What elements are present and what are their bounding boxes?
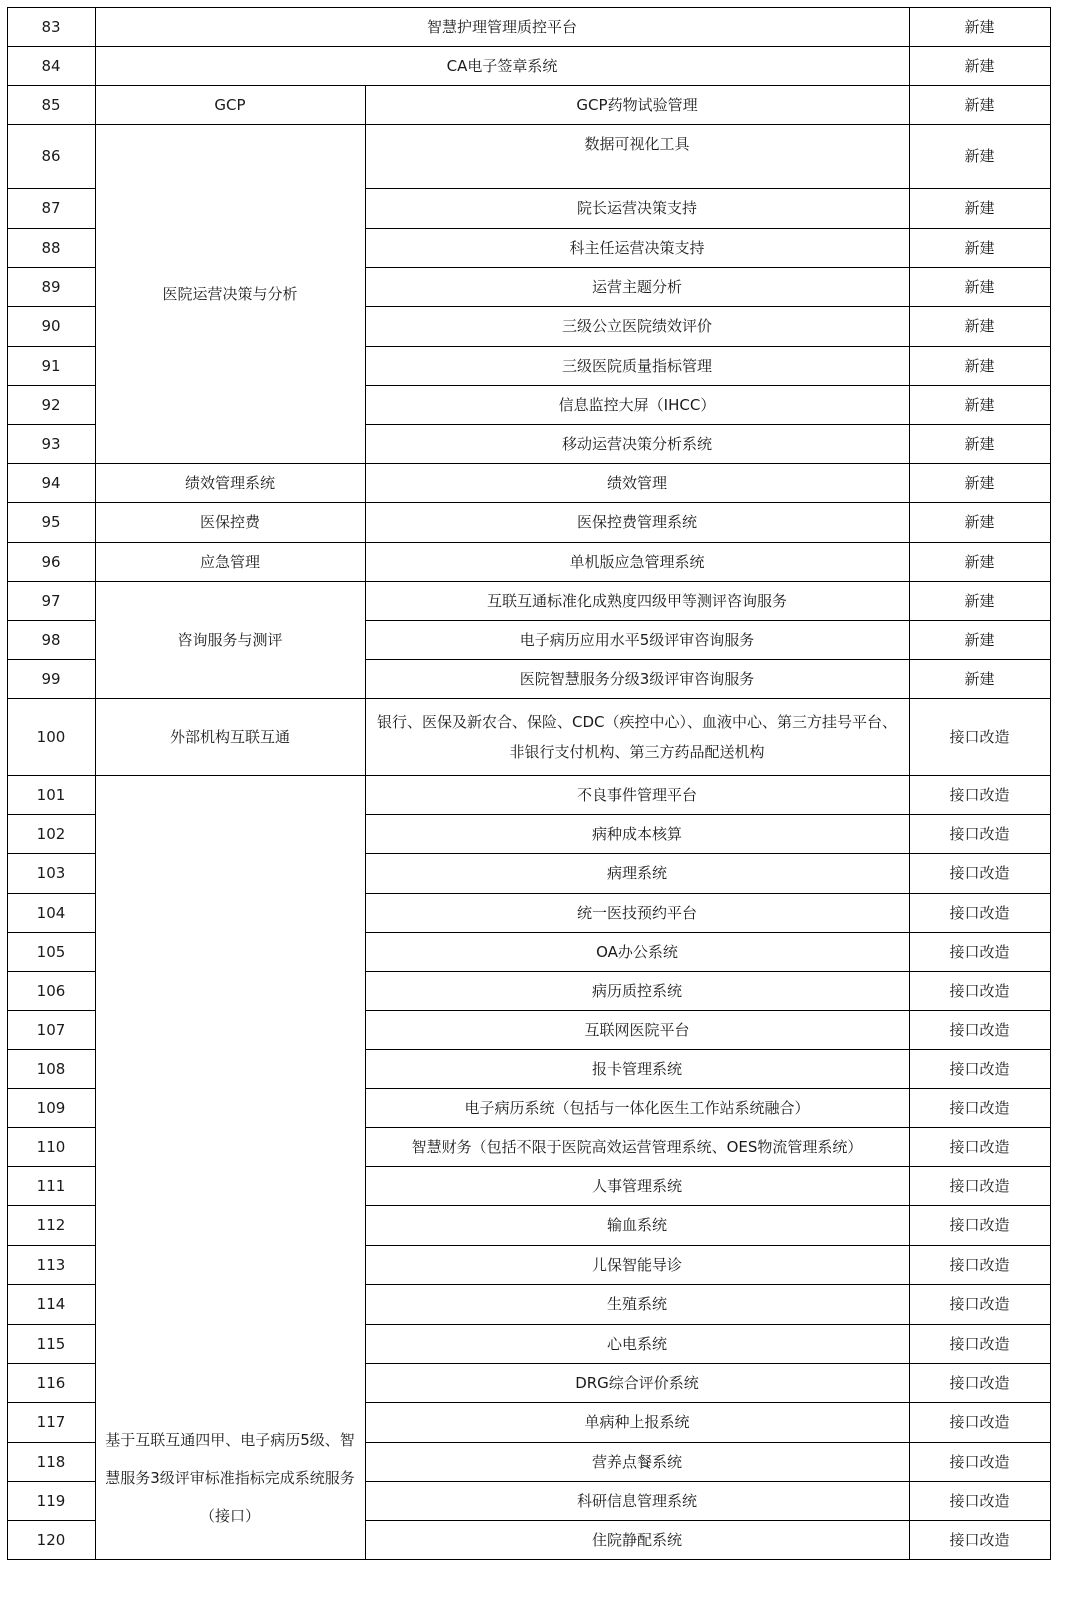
- row-number: 100: [36, 727, 66, 746]
- row-type: 新建: [964, 630, 995, 649]
- row-rule: [365, 1442, 1050, 1443]
- system-name: 心电系统: [606, 1334, 667, 1353]
- row-rule: [365, 1127, 1050, 1128]
- row-type: 新建: [964, 317, 995, 335]
- system-name: 报卡管理系统: [591, 1059, 682, 1078]
- row-number: 102: [36, 824, 66, 843]
- row-rule: [7, 124, 1050, 125]
- row-rule: [365, 659, 1050, 660]
- system-name: OA办公系统: [596, 942, 678, 961]
- row-rule: [7, 1481, 95, 1482]
- row-rule: [365, 814, 1050, 815]
- row-rule: [365, 424, 1050, 425]
- row-type: 接口改造: [949, 1255, 1010, 1274]
- row-number: 110: [36, 1137, 66, 1156]
- system-name: DRG综合评价系统: [575, 1373, 699, 1392]
- row-number: 99: [41, 669, 61, 688]
- system-name: 人事管理系统: [591, 1176, 682, 1195]
- row-number: 113: [36, 1255, 66, 1274]
- system-name: 智慧财务（包括不限于医院高效运营管理系统、OES物流管理系统）: [411, 1137, 863, 1156]
- row-number: 91: [41, 356, 61, 375]
- system-name: 儿保智能导诊: [591, 1255, 682, 1274]
- row-number: 89: [41, 277, 61, 296]
- row-rule: [7, 424, 95, 425]
- system-name: 智慧护理管理质控平台: [426, 17, 577, 36]
- row-rule: [7, 1205, 95, 1206]
- row-number: 103: [36, 864, 66, 882]
- row-rule: [7, 1442, 95, 1443]
- row-rule: [365, 385, 1050, 386]
- system-name: 电子病历应用水平5级评审咨询服务: [519, 630, 755, 649]
- row-type: 接口改造: [949, 1176, 1010, 1195]
- row-rule: [7, 463, 1050, 464]
- row-type: 接口改造: [949, 1216, 1010, 1234]
- row-number: 109: [36, 1098, 66, 1117]
- row-rule: [365, 1520, 1050, 1521]
- row-rule: [7, 85, 1050, 86]
- row-rule: [7, 542, 1050, 543]
- category-label: GCP: [214, 95, 246, 114]
- row-rule: [365, 188, 1050, 189]
- system-name: 住院静配系统: [591, 1530, 682, 1549]
- system-name: 不良事件管理平台: [576, 785, 697, 804]
- row-type: 接口改造: [949, 864, 1010, 882]
- row-type: 新建: [964, 147, 995, 165]
- row-rule: [365, 306, 1050, 307]
- row-number: 118: [36, 1452, 66, 1471]
- row-number: 105: [36, 942, 66, 961]
- row-number: 94: [41, 473, 61, 492]
- system-name: 运营主题分析: [591, 277, 682, 296]
- column-rule: [365, 85, 366, 1560]
- system-name: 绩效管理: [606, 473, 667, 492]
- category-decision-analysis: 医院运营决策与分析: [162, 284, 298, 303]
- row-rule: [7, 659, 95, 660]
- system-name: 互联互通标准化成熟度四级甲等测评咨询服务: [486, 591, 787, 610]
- row-number: 90: [41, 317, 61, 335]
- system-name: 数据可视化工具: [584, 135, 690, 153]
- row-number: 83: [41, 17, 61, 36]
- system-name: 科研信息管理系统: [576, 1491, 697, 1510]
- row-rule: [7, 1088, 95, 1089]
- row-type: 新建: [964, 356, 995, 375]
- row-type: 接口改造: [949, 1098, 1010, 1117]
- row-rule: [365, 228, 1050, 229]
- row-rule: [7, 581, 1050, 582]
- system-name: 信息监控大屏（IHCC）: [558, 395, 716, 414]
- row-rule: [365, 932, 1050, 933]
- row-rule: [7, 1559, 1050, 1560]
- row-rule: [7, 775, 1050, 776]
- row-number: 106: [36, 981, 66, 1000]
- category-label: 应急管理: [199, 552, 260, 571]
- row-rule: [7, 853, 95, 854]
- category-label: 外部机构互联互通: [169, 727, 290, 746]
- row-type: 接口改造: [949, 1137, 1010, 1156]
- category-interface-services: 基于互联互通四甲、电子病历5级、智慧服务3级评审标准指标完成系统服务（接口）: [105, 1431, 355, 1525]
- row-type: 新建: [964, 434, 995, 453]
- row-number: 101: [36, 785, 66, 804]
- row-rule: [7, 7, 1050, 8]
- row-type: 接口改造: [949, 1020, 1010, 1039]
- row-number: 112: [36, 1216, 66, 1234]
- row-type: 接口改造: [949, 824, 1010, 843]
- system-name: 病理系统: [606, 864, 667, 882]
- row-type: 接口改造: [949, 903, 1010, 922]
- row-number: 114: [36, 1295, 66, 1313]
- row-number: 95: [41, 513, 61, 531]
- row-rule: [365, 853, 1050, 854]
- row-number: 116: [36, 1373, 66, 1392]
- system-name: 三级公立医院绩效评价: [561, 317, 712, 335]
- row-number: 117: [36, 1413, 66, 1431]
- system-name: 统一医技预约平台: [576, 903, 697, 922]
- row-rule: [365, 893, 1050, 894]
- row-number: 92: [41, 395, 61, 414]
- row-rule: [7, 228, 95, 229]
- row-type: 接口改造: [949, 785, 1010, 804]
- column-rule: [1050, 7, 1051, 1560]
- row-rule: [365, 1088, 1050, 1089]
- row-number: 97: [41, 591, 61, 610]
- row-rule: [365, 1049, 1050, 1050]
- row-type: 新建: [964, 56, 995, 75]
- system-name: 单病种上报系统: [584, 1413, 690, 1431]
- row-rule: [7, 1166, 95, 1167]
- system-name: GCP药物试验管理: [576, 95, 698, 114]
- row-rule: [365, 1324, 1050, 1325]
- row-rule: [365, 620, 1050, 621]
- system-name: 输血系统: [606, 1216, 667, 1234]
- category-label: 医保控费: [199, 513, 260, 531]
- row-rule: [365, 1166, 1050, 1167]
- system-name: 医院智慧服务分级3级评审咨询服务: [519, 669, 755, 688]
- row-number: 115: [36, 1334, 66, 1353]
- row-type: 新建: [964, 473, 995, 492]
- row-rule: [7, 306, 95, 307]
- row-rule: [7, 1363, 95, 1364]
- system-name: CA电子签章系统: [446, 56, 558, 75]
- row-rule: [7, 385, 95, 386]
- row-type: 接口改造: [949, 1373, 1010, 1392]
- row-rule: [365, 1245, 1050, 1246]
- row-rule: [365, 1010, 1050, 1011]
- row-number: 88: [41, 238, 61, 257]
- row-type: 接口改造: [949, 942, 1010, 961]
- row-rule: [365, 346, 1050, 347]
- row-number: 107: [36, 1020, 66, 1039]
- system-name: 院长运营决策支持: [576, 199, 697, 217]
- system-name: 单机版应急管理系统: [569, 552, 705, 571]
- category-label: 绩效管理系统: [184, 473, 275, 492]
- row-type: 新建: [964, 552, 995, 571]
- row-number: 98: [41, 630, 61, 649]
- row-number: 104: [36, 903, 66, 922]
- system-name: 病历质控系统: [591, 981, 682, 1000]
- system-name: 移动运营决策分析系统: [561, 434, 712, 453]
- row-number: 96: [41, 552, 61, 571]
- row-type: 接口改造: [949, 981, 1010, 1000]
- row-rule: [7, 698, 1050, 699]
- row-type: 新建: [964, 513, 995, 531]
- row-number: 119: [36, 1491, 66, 1510]
- row-rule: [365, 1481, 1050, 1482]
- row-number: 93: [41, 434, 61, 453]
- row-type: 新建: [964, 17, 995, 36]
- row-type: 接口改造: [949, 1452, 1010, 1471]
- row-rule: [7, 1245, 95, 1246]
- row-rule: [7, 971, 95, 972]
- row-rule: [7, 1049, 95, 1050]
- row-rule: [365, 1363, 1050, 1364]
- row-number: 120: [36, 1530, 66, 1549]
- row-type: 接口改造: [949, 1491, 1010, 1510]
- row-type: 新建: [964, 238, 995, 257]
- system-name: 营养点餐系统: [591, 1452, 682, 1471]
- row-type: 接口改造: [949, 1059, 1010, 1078]
- system-name: 病种成本核算: [591, 824, 682, 843]
- row-rule: [365, 267, 1050, 268]
- row-rule: [7, 267, 95, 268]
- system-name: 医保控费管理系统: [576, 513, 697, 531]
- row-rule: [7, 620, 95, 621]
- row-rule: [365, 971, 1050, 972]
- row-rule: [7, 46, 1050, 47]
- row-rule: [7, 1284, 95, 1285]
- row-type: 新建: [964, 395, 995, 414]
- row-type: 新建: [964, 199, 995, 217]
- row-rule: [7, 893, 95, 894]
- category-consulting: 咨询服务与测评: [177, 630, 283, 649]
- column-rule: [7, 7, 8, 1560]
- system-name: 生殖系统: [606, 1295, 667, 1313]
- row-rule: [7, 346, 95, 347]
- system-name: 电子病历系统（包括与一体化医生工作站系统融合）: [464, 1098, 810, 1117]
- row-number: 87: [41, 199, 61, 217]
- system-name: 互联网医院平台: [584, 1020, 690, 1039]
- row-rule: [7, 188, 95, 189]
- system-name: 三级医院质量指标管理: [561, 356, 712, 375]
- row-rule: [365, 1205, 1050, 1206]
- row-rule: [7, 814, 95, 815]
- column-rule: [909, 7, 910, 1560]
- row-rule: [7, 1324, 95, 1325]
- row-type: 新建: [964, 277, 995, 296]
- system-name: 科主任运营决策支持: [569, 238, 705, 257]
- row-number: 108: [36, 1059, 66, 1078]
- row-type: 新建: [964, 591, 995, 610]
- row-rule: [7, 502, 1050, 503]
- row-type: 接口改造: [949, 1334, 1010, 1353]
- row-rule: [7, 1402, 95, 1403]
- row-rule: [7, 1010, 95, 1011]
- system-name: 银行、医保及新农合、保险、CDC（疾控中心）、血液中心、第三方挂号平台、非银行支付机构、第三方药品配送机构: [376, 712, 897, 761]
- row-type: 接口改造: [949, 1530, 1010, 1549]
- column-rule: [95, 7, 96, 1560]
- row-type: 新建: [964, 669, 995, 688]
- row-number: 111: [36, 1176, 66, 1195]
- row-rule: [7, 1127, 95, 1128]
- row-rule: [7, 932, 95, 933]
- row-number: 86: [41, 147, 61, 165]
- row-type: 接口改造: [949, 727, 1010, 746]
- row-rule: [365, 1284, 1050, 1285]
- row-type: 接口改造: [949, 1295, 1010, 1313]
- row-type: 新建: [964, 95, 995, 114]
- row-number: 85: [41, 95, 61, 114]
- row-number: 84: [41, 56, 61, 75]
- row-rule: [365, 1402, 1050, 1403]
- row-type: 接口改造: [949, 1413, 1010, 1431]
- row-rule: [7, 1520, 95, 1521]
